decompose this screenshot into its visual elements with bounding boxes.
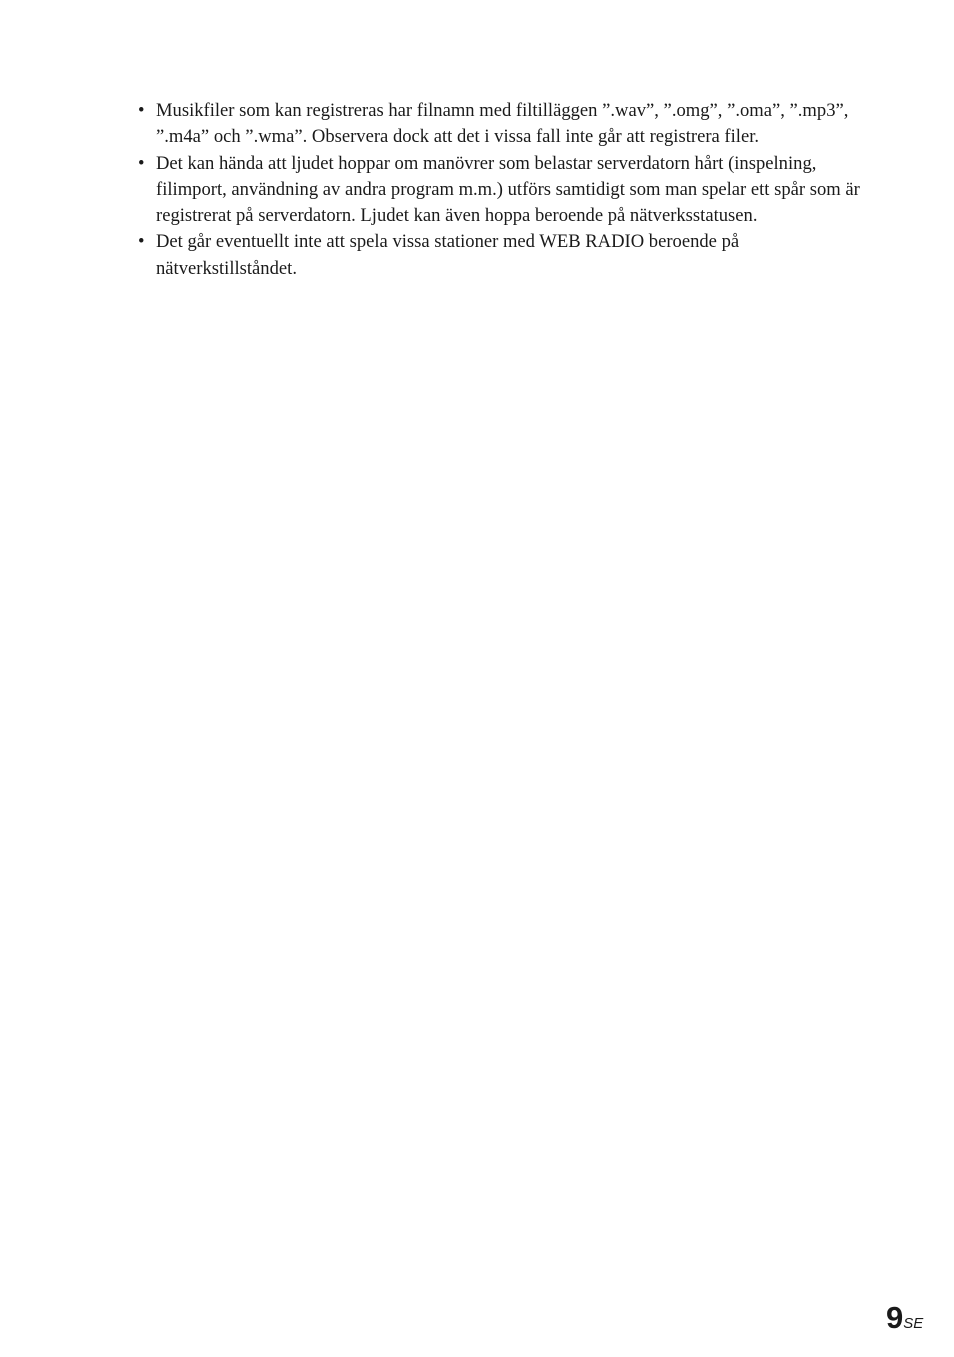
list-item (138, 229, 883, 282)
bullet-text: Det kan hända att ljudet hoppar om manövrer som belastar serverdatorn hårt (inspelning, filimport, användning av andra program m.m.) utförs samtidigt som man spelar ett spår som är registrerat på serverdatorn. Ljudet kan även hoppa beroende på nätverksstatusen. (156, 152, 860, 227)
bullet-text: Musikfiler som kan registreras har filnamn med filtilläggen ”.wav”, ”.omg”, ”.oma”, ”.mp3”, ”.m4a” och ”.wma”. Observera dock att det i vissa fall inte går att registrera filer. (156, 100, 849, 148)
page-number-value: 9 (886, 1300, 904, 1335)
bullet-list (138, 98, 883, 282)
language-code: SE (903, 1315, 924, 1332)
list-item (138, 98, 883, 151)
bullet-text: Det går eventuellt inte att spela vissa stationer med WEB RADIO beroende på nätverkstillståndet. (156, 231, 740, 279)
bullet-marker: • (138, 152, 145, 174)
bullet-marker: • (138, 231, 145, 253)
bullet-marker: • (138, 100, 145, 121)
page-number (886, 1300, 923, 1336)
list-item (138, 151, 883, 230)
